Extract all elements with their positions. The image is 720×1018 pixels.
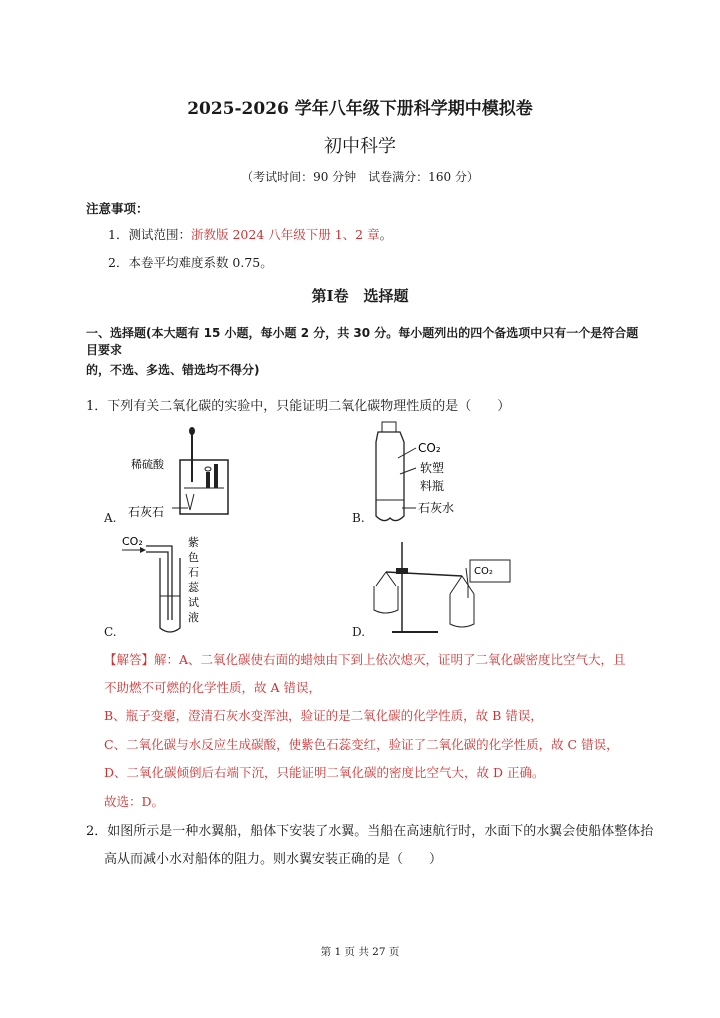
answer-line-3: B、瓶子变瘪，澄清石灰水变浑浊，验证的是二氧化碳的化学性质，故 B 错误，: [104, 708, 543, 723]
exam-subtitle: 初中科学: [324, 136, 396, 157]
note-item-2: 2．本卷平均难度系数 0.75。: [108, 255, 273, 270]
figure-b: [368, 418, 478, 528]
option-c-label: C.: [104, 625, 117, 639]
section-intro-line-2: 的，不选、多选、错选均不得分): [86, 363, 260, 377]
label-plastic-bottle-2: 料瓶: [420, 479, 445, 493]
section-title: 第Ⅰ卷 选择题: [311, 287, 409, 305]
answer-line-4: C、二氧化碳与水反应生成碳酸，使紫色石蕊变红，验证了二氧化碳的化学性质，故 C 错误，: [104, 737, 619, 752]
note-item-1-scope: 浙教版 2024 八年级下册 1、2 章: [190, 227, 380, 242]
note-item-1-suffix: 。: [379, 227, 393, 242]
exam-info: （考试时间：90 分钟 试卷满分：160 分）: [241, 170, 479, 184]
page-footer: 第 1 页 共 27 页: [320, 946, 400, 958]
answer-line-1: 【解答】解：A、二氧化碳使右面的蜡烛由下到上依次熄灭，证明了二氧化碳密度比空气大，且: [104, 652, 626, 667]
question-2-line-1: 2．如图所示是一种水翼船，船体下安装了水翼。当船在高速航行时，水面下的水翼会使船体整体抬: [86, 824, 654, 839]
section-intro-line-1: 一、选择题(本大题有 15 小题，每小题 2 分，共 30 分。每小题列出的四个备选项中只有一个是符合题目要求: [86, 326, 639, 357]
figure-c: [118, 532, 218, 637]
option-d-label: D.: [352, 625, 366, 639]
label-b-co2: CO₂: [418, 441, 441, 455]
option-a-label: A.: [104, 511, 117, 525]
exam-title: 2025-2026 学年八年级下册科学期中模拟卷: [187, 99, 533, 119]
label-plastic-bottle-1: 软塑: [420, 461, 445, 475]
option-b-label: B.: [352, 511, 365, 525]
notes-heading: 注意事项：: [86, 201, 149, 216]
answer-line-6: 故选：D。: [104, 794, 165, 809]
answer-line-5: D、二氧化碳倾倒后右端下沉，只能证明二氧化碳的密度比空气大，故 D 正确。: [104, 765, 545, 780]
label-litmus-5: 试: [188, 596, 199, 609]
note-item-1-prefix: 1．测试范围：: [108, 227, 191, 242]
label-litmus-4: 蕊: [188, 581, 199, 594]
label-dilute-sulfuric-acid: 稀硫酸: [131, 458, 164, 471]
label-limestone: 石灰石: [128, 505, 165, 519]
question-2-line-2: 高从而减小水对船体的阻力。则水翼安装正确的是（ ）: [104, 852, 443, 867]
answer-line-2: 不助燃不可燃的化学性质，故 A 错误，: [104, 680, 321, 695]
label-litmus-1: 紫: [188, 536, 199, 549]
label-d-co2: CO₂: [474, 566, 493, 577]
label-litmus-6: 液: [188, 611, 199, 624]
label-c-co2: CO₂: [122, 535, 143, 548]
note-item-1: [108, 225, 392, 243]
question-1-stem: 1．下列有关二氧化碳的实验中，只能证明二氧化碳物理性质的是（ ）: [86, 399, 511, 414]
label-limewater: 石灰水: [418, 501, 455, 515]
label-litmus-2: 色: [188, 551, 199, 564]
figure-a: [128, 422, 238, 522]
label-litmus-3: 石: [188, 566, 199, 579]
figure-d: [366, 538, 516, 638]
